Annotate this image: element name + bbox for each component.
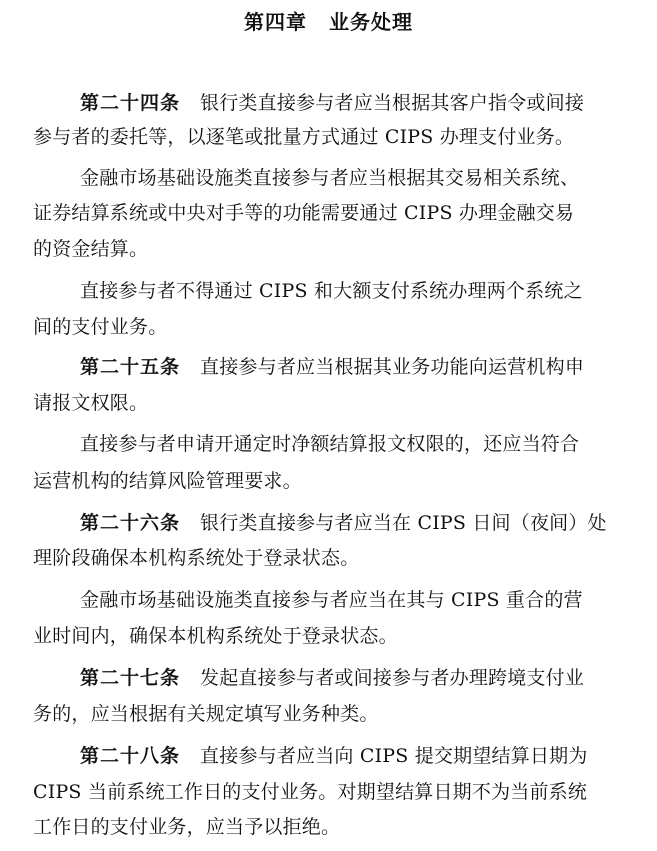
line-text: 金融市场基础设施类直接参与者应当在其与 CIPS 重合的营 (80, 589, 583, 611)
line-text: 的资金结算。 (33, 238, 149, 260)
paragraph-line (80, 163, 633, 193)
line-text: 工作日的支付业务，应当予以拒绝。 (33, 816, 341, 838)
line-text: 直接参与者申请开通定时净额结算报文权限的，还应当符合 (80, 433, 580, 455)
article-number: 第二十七条 (80, 667, 181, 689)
article-24-line-1 (80, 88, 633, 118)
article-25-line-1 (80, 352, 633, 382)
article-26-line-1 (80, 508, 633, 538)
chapter-title (0, 6, 657, 38)
line-text: 间的支付业务。 (33, 316, 168, 338)
line-text: 金融市场基础设施类直接参与者应当根据其交易相关系统、 (80, 167, 580, 189)
article-number: 第二十八条 (80, 745, 181, 767)
line-text: 银行类直接参与者应当根据其客户指令或间接 (200, 92, 585, 114)
article-number: 第二十五条 (80, 356, 181, 378)
article-number: 第二十六条 (80, 512, 181, 534)
paragraph-line (33, 198, 633, 228)
line-text: 参与者的委托等，以逐笔或批量方式通过 CIPS 办理支付业务。 (33, 126, 575, 148)
line-text: 直接参与者应当根据其业务功能向运营机构申 (200, 356, 585, 378)
paragraph-line (80, 276, 633, 306)
paragraph-line (33, 812, 633, 842)
paragraph-line (33, 699, 633, 729)
line-text: 理阶段确保本机构系统处于登录状态。 (33, 547, 360, 569)
paragraph-line (33, 777, 633, 807)
line-text: 务的，应当根据有关规定填写业务种类。 (33, 703, 379, 725)
paragraph-line (33, 312, 633, 342)
paragraph-line (33, 234, 633, 264)
paragraph-line (33, 543, 633, 573)
line-text: 直接参与者不得通过 CIPS 和大额支付系统办理两个系统之 (80, 280, 583, 302)
line-text: 直接参与者应当向 CIPS 提交期望结算日期为 (200, 745, 588, 767)
article-24-line-2 (33, 122, 633, 152)
paragraph-line (33, 621, 633, 651)
paragraph-line (33, 466, 633, 496)
line-text: 银行类直接参与者应当在 CIPS 日间（夜间）处 (200, 512, 607, 534)
paragraph-line (80, 429, 633, 459)
line-text: CIPS 当前系统工作日的支付业务。对期望结算日期不为当前系统 (33, 781, 588, 803)
chapter-number: 第四章 (244, 10, 307, 34)
chapter-name: 业务处理 (329, 10, 413, 34)
article-28-line-1 (80, 741, 633, 771)
line-text: 请报文权限。 (33, 392, 149, 414)
line-text: 证券结算系统或中央对手等的功能需要通过 CIPS 办理金融交易 (33, 202, 575, 224)
article-27-line-1 (80, 663, 633, 693)
paragraph-line (80, 585, 633, 615)
line-text: 业时间内，确保本机构系统处于登录状态。 (33, 625, 398, 647)
article-number: 第二十四条 (80, 92, 181, 114)
paragraph-line (33, 388, 633, 418)
line-text: 运营机构的结算风险管理要求。 (33, 470, 302, 492)
line-text: 发起直接参与者或间接参与者办理跨境支付业 (200, 667, 585, 689)
